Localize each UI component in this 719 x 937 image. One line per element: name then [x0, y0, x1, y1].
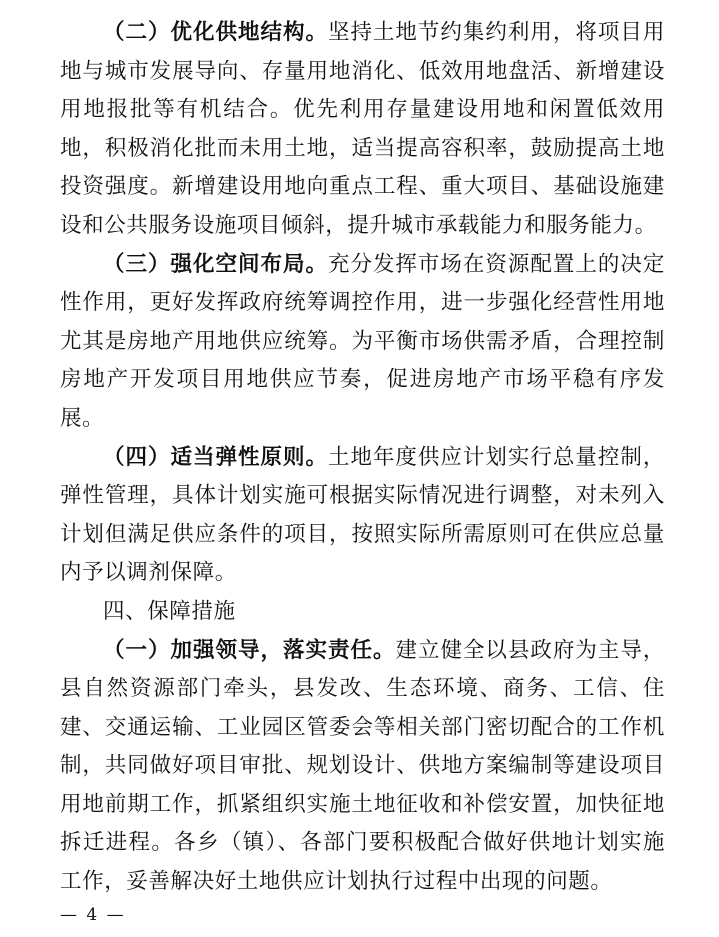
document-body: [60, 14, 665, 902]
paragraph-flexibility-principle: [60, 439, 665, 593]
paragraph-text: 充分发挥市场在资源配置上的决定性作用，更好发挥政府统筹调控作用，进一步强化经营性用地尤其是房地产用地供应统筹。为平衡市场供需矛盾，合理控制房地产开发项目用地供应节奏，促进房地产市场平稳有序发展。: [60, 251, 665, 431]
paragraph-text: 建立健全以县政府为主导，县自然资源部门牵头，县发改、生态环境、商务、工信、住建、交通运输、工业园区管委会等相关部门密切配合的工作机制，共同做好项目审批、规划设计、供地方案编制等建设项目用地前期工作，抓紧组织实施土地征收和补偿安置，加快征地拆迁进程。各乡（镇）、各部门要积极配合做好供地计划实施工作，妥善解决好土地供应计划执行过程中出现的问题。: [60, 637, 666, 895]
paragraph-spatial-layout: [60, 246, 665, 439]
paragraph-heading: （三）强化空间布局。: [103, 251, 328, 277]
page-number: — 4 —: [60, 905, 126, 925]
section-heading: 四、保障措施: [103, 598, 236, 624]
paragraph-text: 坚持土地节约集约利用，将项目用地与城市发展导向、存量用地消化、低效用地盘活、新增建设用地报批等有机结合。优先利用存量建设用地和闲置低效用地，积极消化批而未用土地，适当提高容积率，鼓励提高土地投资强度。新增建设用地向重点工程、重大项目、基础设施建设和公共服务设施项目倾斜，提升城市承载能力和服务能力。: [60, 20, 665, 238]
paragraph-optimize-land-supply: [60, 14, 665, 246]
paragraph-text: 土地年度供应计划实行总量控制，弹性管理，具体计划实施可根据实际情况进行调整，对未列入计划但满足供应条件的项目，按照实际所需原则可在供应总量内予以调剂保障。: [60, 444, 665, 586]
paragraph-heading: （四）适当弹性原则。: [103, 444, 328, 470]
paragraph-leadership-responsibility: [60, 632, 665, 902]
paragraph-heading: （二）优化供地结构。: [103, 20, 328, 45]
paragraph-heading: （一）加强领导，落实责任。: [103, 637, 396, 663]
